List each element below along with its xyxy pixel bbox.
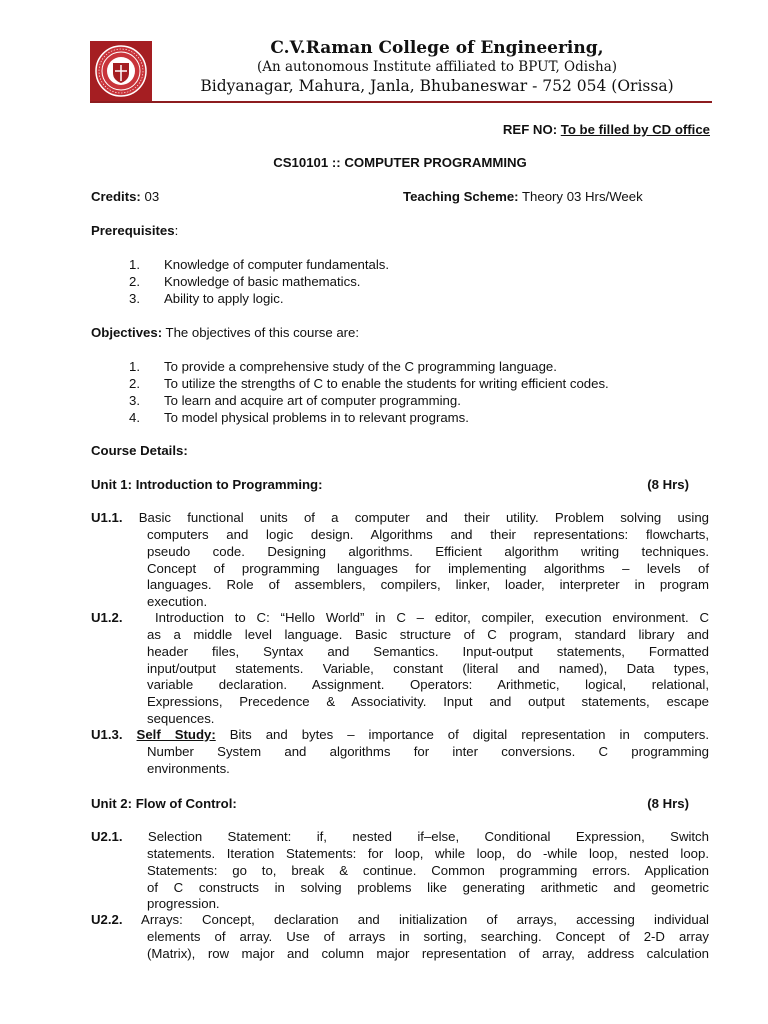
topic-lead-line (91, 912, 709, 929)
topic-line: environments. (147, 760, 230, 776)
unit-hours: (8 Hrs) (647, 477, 689, 492)
unit-title: Unit 1: Introduction to Programming: (91, 477, 323, 492)
topic-line: pseudo code. Designing algorithms. Efficient algorithm writing techniques. (147, 543, 709, 559)
item-text: To model physical problems in to relevant programs. (164, 410, 469, 425)
item-text: Knowledge of basic mathematics. (164, 274, 361, 289)
topic-line: header files, Syntax and Semantics. Input-output statements, Formatted (147, 643, 709, 659)
item-number: 3. (129, 393, 140, 408)
objectives-list (129, 358, 609, 426)
topic-body (91, 846, 709, 913)
college-seal-icon (94, 44, 148, 98)
teaching-label: Teaching Scheme: (403, 189, 519, 204)
topic-line: Expressions, Precedence & Associativity. Input and output statements, escape (147, 694, 709, 710)
topic-line: progression. (147, 896, 220, 912)
item-number: 1. (129, 359, 140, 374)
prerequisites-label: Prerequisites (91, 223, 175, 238)
topic-lead-line (91, 829, 709, 846)
header-text (162, 38, 712, 97)
topic-body (91, 527, 709, 611)
list-item (129, 358, 609, 375)
topic-lead-line (91, 727, 709, 744)
ref-value: To be filled by CD office (560, 122, 710, 137)
college-logo (90, 41, 152, 101)
topic-line: elements of array. Use of arrays in sorting, searching. Concept of 2-D array (147, 928, 709, 944)
topic-lead-text: Introduction to C: “Hello World” in C – editor, compiler, execution environment. C (155, 610, 709, 625)
topic-u1-1 (91, 510, 709, 611)
item-text: Ability to apply logic. (164, 291, 284, 306)
topic-lead-text: Basic functional units of a computer and their utility. Problem solving using (138, 510, 709, 525)
prerequisites-colon: : (174, 223, 179, 238)
item-number: 2. (129, 274, 140, 289)
list-item (129, 375, 609, 392)
topic-line: input/output statements. Variable, constant (literal and named), Data types, (147, 660, 709, 676)
ref-line (503, 121, 710, 138)
topic-line: statements. Iteration Statements: for loop, while loop, do -while loop, nested loop. (147, 845, 709, 861)
list-item (129, 273, 389, 290)
topic-line: of C constructs in solving problems like generating arithmetic and geometric (147, 879, 709, 895)
course-details-heading: Course Details: (91, 443, 188, 458)
topic-body (91, 744, 709, 778)
list-item (129, 256, 389, 273)
college-header (90, 38, 712, 104)
objectives-label: Objectives: (91, 325, 163, 340)
topic-line: computers and logic design. Algorithms and their representations: flowcharts, (147, 526, 709, 542)
credits-label: Credits: (91, 189, 141, 204)
item-number: 4. (129, 410, 140, 425)
topic-line: languages. Role of assemblers, compilers, linker, loader, interpreter in program (147, 577, 709, 593)
objectives-intro: The objectives of this course are: (165, 325, 360, 340)
item-text: To provide a comprehensive study of the C programming language. (164, 359, 557, 374)
topic-body (91, 929, 709, 963)
topic-code: U1.2. (91, 610, 123, 625)
unit-hours: (8 Hrs) (647, 796, 689, 811)
topic-line: as a middle level language. Basic structure of C program, standard library and (147, 626, 709, 642)
topic-code: U1.1. (91, 510, 123, 525)
item-text: Knowledge of computer fundamentals. (164, 257, 390, 272)
topic-lead-text: Selection Statement: if, nested if–else, Conditional Expression, Switch (147, 829, 709, 844)
prerequisites-heading (91, 222, 178, 239)
topic-line: execution. (147, 594, 208, 610)
topic-line: Number System and algorithms for inter conversions. C programming (147, 743, 709, 759)
item-number: 1. (129, 257, 140, 272)
topic-line: variable declaration. Assignment. Operators: Arithmetic, logical, relational, (147, 677, 709, 693)
unit-2-heading (91, 795, 689, 812)
item-number: 2. (129, 376, 140, 391)
topic-line: (Matrix), row major and column major representation of array, address calculation (147, 945, 709, 961)
credits-value: 03 (144, 189, 160, 204)
ref-label: REF NO: (502, 122, 558, 137)
teaching-scheme-line (403, 188, 643, 205)
prerequisites-list (129, 256, 389, 307)
topic-u1-2 (91, 610, 709, 728)
topic-u1-3 (91, 727, 709, 778)
item-number: 3. (129, 291, 140, 306)
topic-lead-line (91, 510, 709, 527)
list-item (129, 409, 609, 426)
topic-code: U2.2. (91, 912, 123, 927)
topic-lead-line (91, 610, 709, 627)
unit-title: Unit 2: Flow of Control: (91, 796, 237, 811)
college-affiliation: (An autonomous Institute affiliated to BPUT, Odisha) (256, 59, 618, 75)
unit-1-heading (91, 476, 689, 493)
credits-line (91, 188, 159, 205)
teaching-value: Theory 03 Hrs/Week (521, 189, 643, 204)
list-item (129, 392, 609, 409)
list-item (129, 290, 389, 307)
college-name: C.V.Raman College of Engineering, (270, 38, 604, 58)
topic-line: sequences. (147, 711, 215, 727)
topic-u2-2 (91, 912, 709, 963)
topic-line: Statements: go to, break & continue. Common programming errors. Application (147, 862, 709, 878)
topic-u2-1 (91, 829, 709, 913)
college-address: Bidyanagar, Mahura, Janla, Bhubaneswar - 752 054 (Orissa) (200, 77, 674, 95)
item-text: To learn and acquire art of computer programming. (164, 393, 461, 408)
topic-code: U2.1. (91, 829, 123, 844)
course-title: CS10101 :: COMPUTER PROGRAMMING (273, 155, 527, 170)
topic-lead-text: Bits and bytes – importance of digital representation in computers. (229, 727, 709, 742)
topic-lead-text: Arrays: Concept, declaration and initialization of arrays, accessing individual (141, 912, 709, 927)
header-divider (90, 101, 712, 103)
topic-body (91, 627, 709, 728)
item-text: To utilize the strengths of C to enable the students for writing efficient codes. (164, 376, 609, 391)
objectives-heading (91, 324, 359, 341)
self-study-label: Self Study: (136, 727, 216, 742)
topic-line: Concept of programming languages for implementing algorithms – levels of (147, 560, 709, 576)
topic-code: U1.3. (91, 727, 123, 742)
